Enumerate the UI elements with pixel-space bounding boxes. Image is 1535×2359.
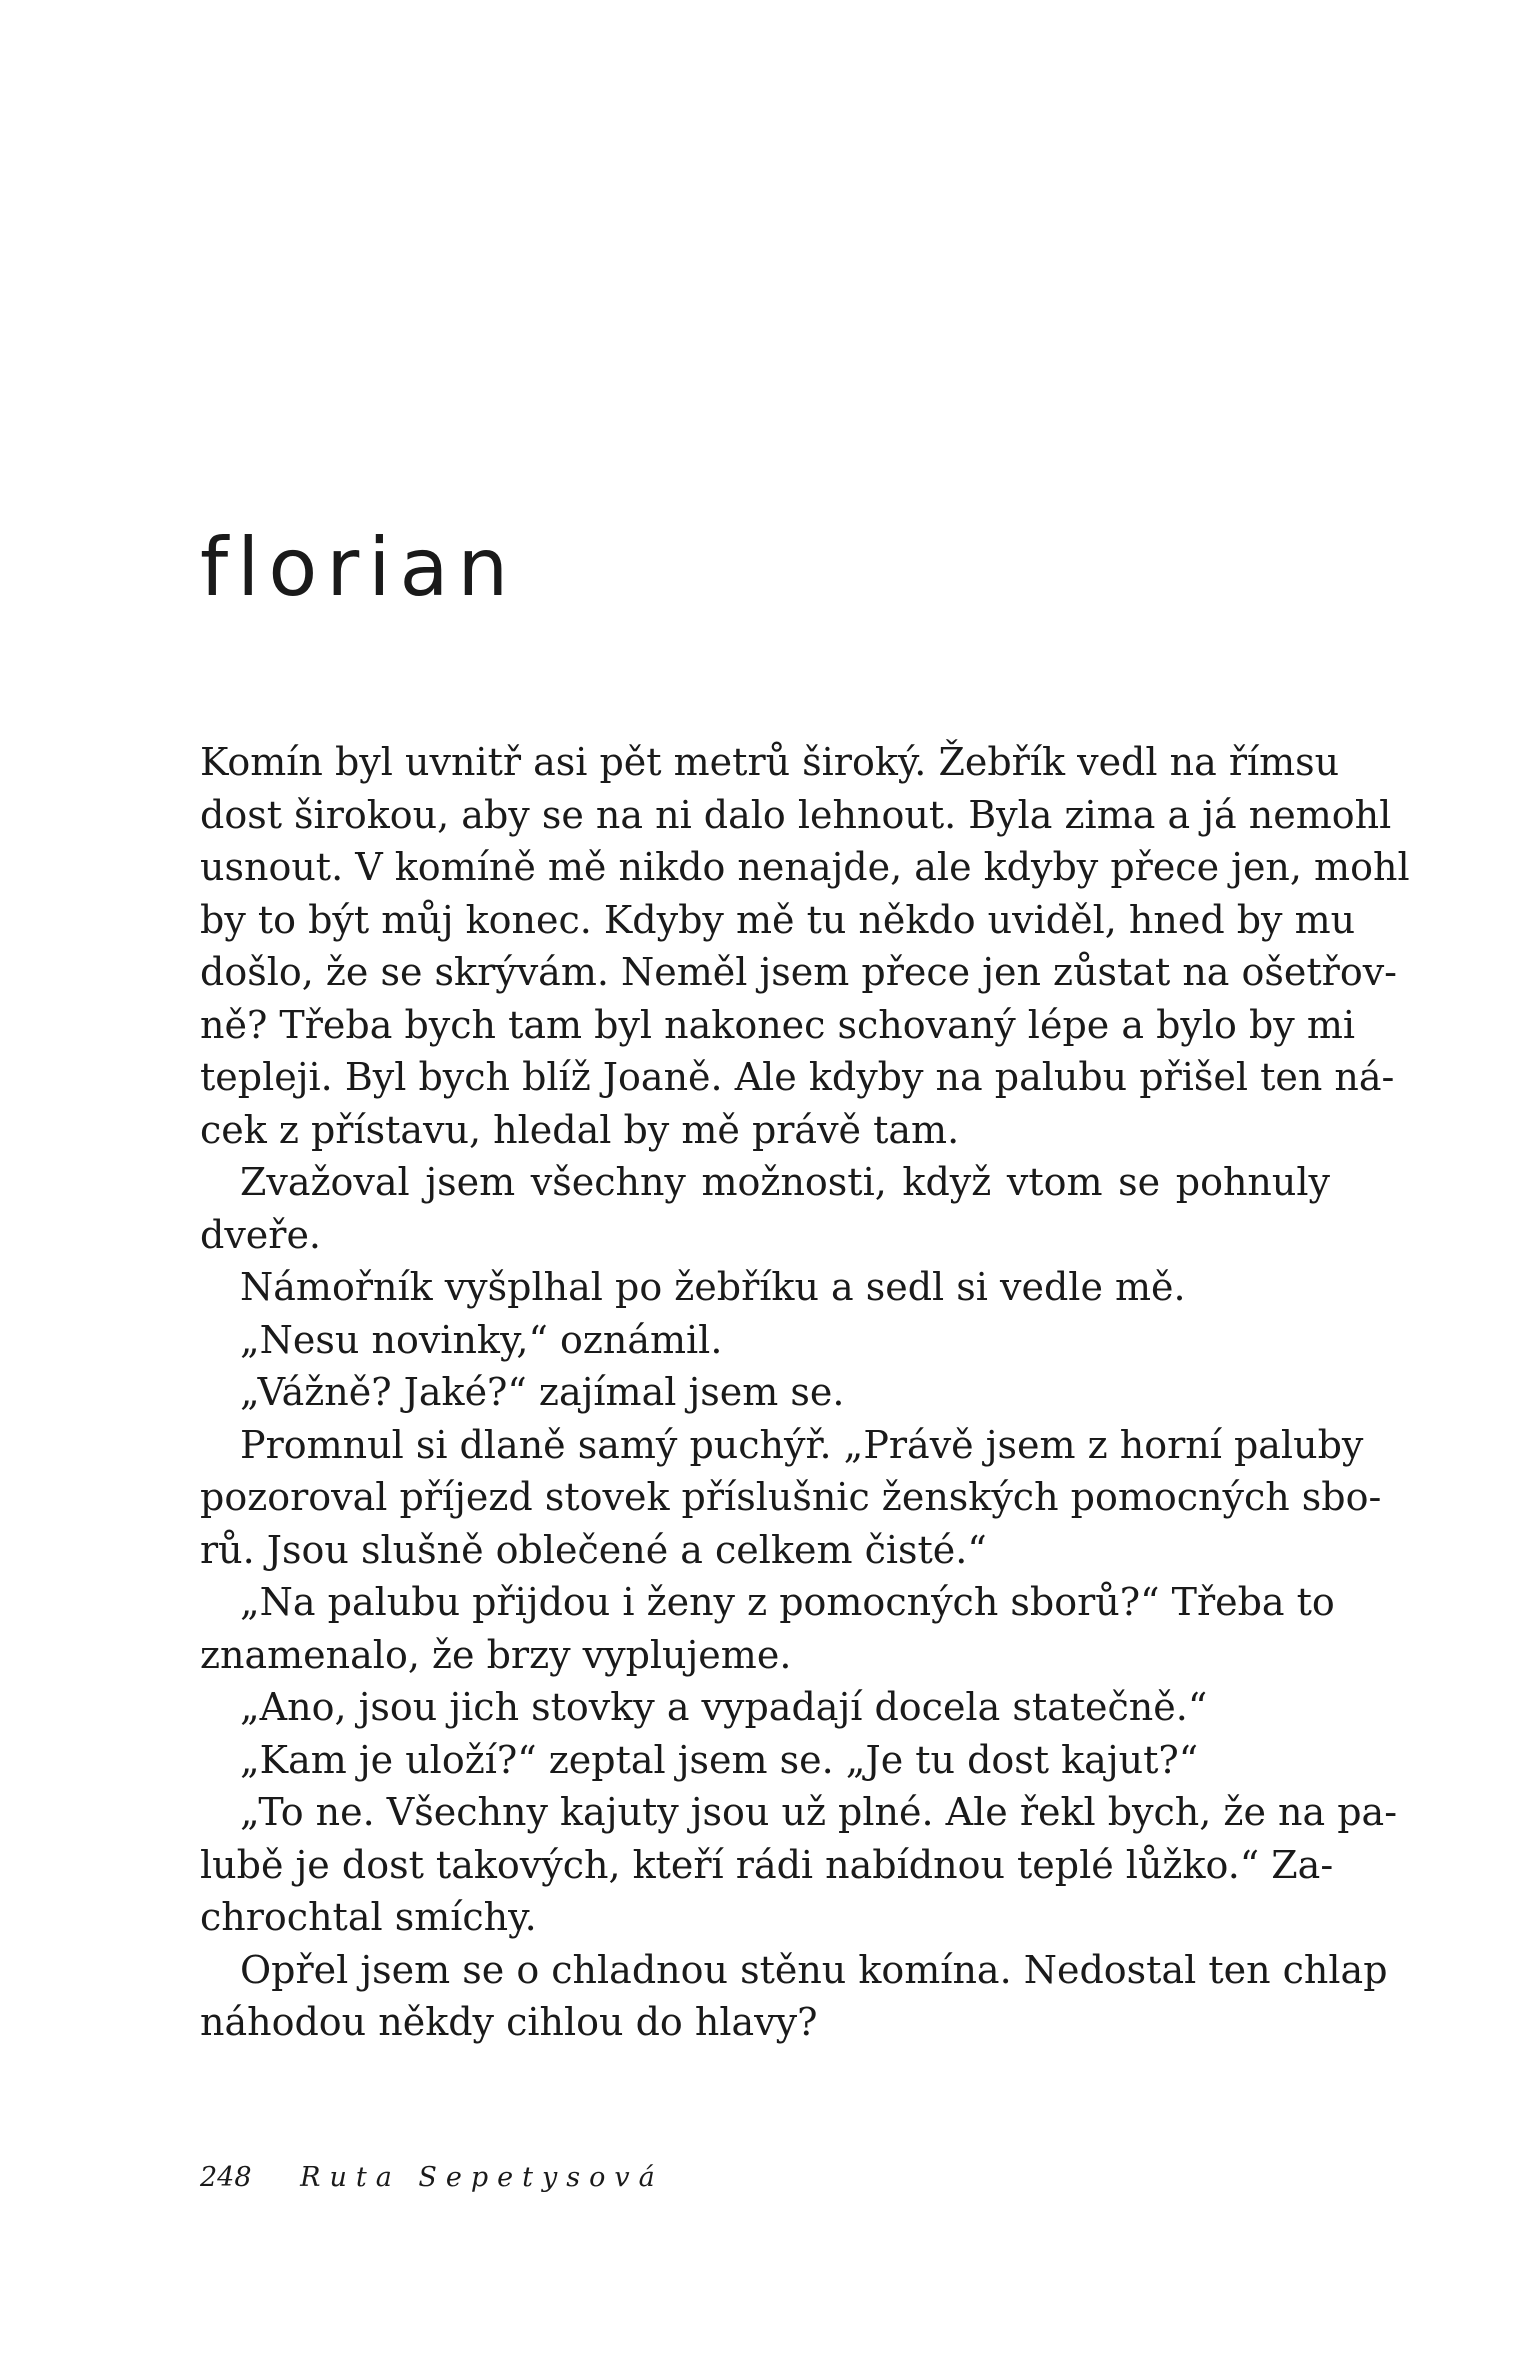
- text-line: Námořník vyšplhal po žebříku a sedl si vedle mě.: [240, 1265, 1186, 1309]
- text-line: Promnul si dlaně samý puchýř. „Právě jsem z horní paluby: [240, 1422, 1364, 1467]
- text-line: dveře.: [200, 1212, 322, 1257]
- text-line: „Ano, jsou jich stovky a vypadají docela statečně.“: [240, 1685, 1208, 1729]
- text-line: lubě je dost takových, kteří rádi nabídnou teplé lůžko.“ Za-: [200, 1842, 1334, 1887]
- author-name: Ruta Sepetysová: [300, 2162, 664, 2193]
- text-line: ně? Třeba bych tam byl nakonec schovaný lépe a bylo by mi: [200, 1002, 1356, 1047]
- chapter-title: florian: [200, 521, 518, 614]
- text-line: Zvažoval jsem všechny možnosti, když vtom se pohnuly: [240, 1160, 1330, 1204]
- text-line: usnout. V komíně mě nikdo nenajde, ale kdyby přece jen, mohl: [200, 845, 1410, 889]
- text-line: náhodou někdy cihlou do hlavy?: [200, 2000, 818, 2044]
- text-line: cek z přístavu, hledal by mě právě tam.: [200, 1107, 960, 1152]
- text-line: dost širokou, aby se na ni dalo lehnout. Byla zima a já nemohl: [200, 792, 1392, 837]
- text-line: „Vážně? Jaké?“ zajímal jsem se.: [240, 1370, 845, 1414]
- text-line: tepleji. Byl bych blíž Joaně. Ale kdyby na palubu přišel ten ná-: [200, 1055, 1395, 1099]
- text-line: Opřel jsem se o chladnou stěnu komína. Nedostal ten chlap: [240, 1947, 1388, 1992]
- text-line: znamenalo, že brzy vyplujeme.: [200, 1632, 792, 1677]
- page-footer: [200, 2164, 664, 2191]
- text-line: „To ne. Všechny kajuty jsou už plné. Ale řekl bych, že na pa-: [240, 1790, 1398, 1834]
- text-line: „Kam je uloží?“ zeptal jsem se. „Je tu dost kajut?“: [240, 1737, 1199, 1782]
- text-line: pozoroval příjezd stovek příslušnic ženských pomocných sbo-: [200, 1475, 1382, 1519]
- text-line: by to být můj konec. Kdyby mě tu někdo uviděl, hned by mu: [200, 897, 1356, 942]
- text-line: „Na palubu přijdou i ženy z pomocných sborů?“ Třeba to: [240, 1580, 1335, 1624]
- body-text: [200, 736, 1410, 2049]
- text-line: došlo, že se skrývám. Neměl jsem přece jen zůstat na ošetřov-: [200, 950, 1398, 994]
- text-line: Komín byl uvnitř asi pět metrů široký. Žebřík vedl na římsu: [200, 740, 1340, 784]
- text-line: chrochtal smíchy.: [200, 1895, 537, 1939]
- text-line: „Nesu novinky,“ oznámil.: [240, 1317, 723, 1362]
- page-number: 248: [200, 2162, 252, 2193]
- text-line: rů. Jsou slušně oblečené a celkem čisté.“: [200, 1527, 987, 1572]
